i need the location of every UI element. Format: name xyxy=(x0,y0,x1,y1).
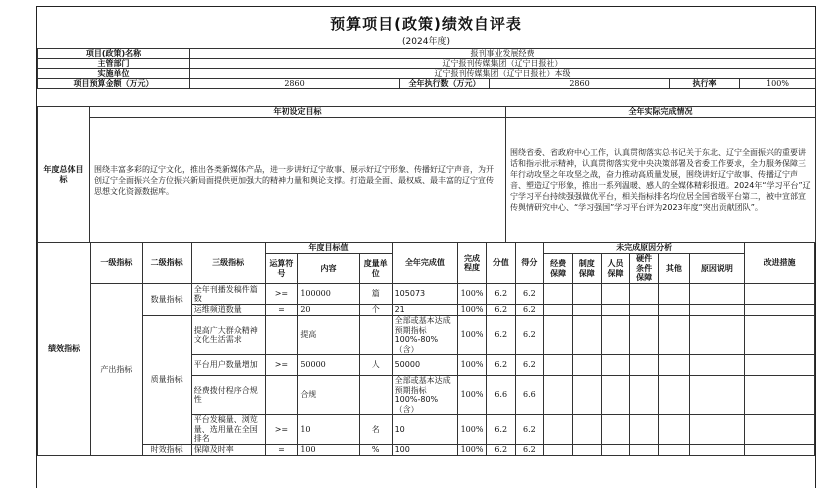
goals-actual-text: 围绕省委、省政府中心工作，认真贯彻落实总书记关于东北、辽宁全面振兴的重要讲话和指示批示精神，认真贯彻落实党中央决策部署及省委工作要求，全力服务保障三年行动攻坚之年攻坚之战，奋力推动高质量发展，围绕讲好辽宁故事、传播辽宁声音、塑造辽宁形象，推出一系列温暖、感人的全媒体精彩报道。2024年“学习平台”辽宁学习平台持续强强做优平台，相关指标排名均位居全国省级平台第二，被中宣部宣传舆情研究中心、“学习强国”学习平台评为2023年度“突出贡献团队”。 xyxy=(506,118,816,243)
annual-target-header: 年度目标值 xyxy=(265,243,392,254)
indicator-got: 6.2 xyxy=(515,355,544,376)
indicator-actual: 全部或基本达成预期指标100%-80%（含） xyxy=(392,376,458,415)
level1-output: 产出指标 xyxy=(91,284,142,456)
reason-system-header: 制度保障 xyxy=(572,254,601,284)
group-quality: 质量指标 xyxy=(142,316,191,445)
indicator-unit xyxy=(359,316,392,355)
indicator-unit: 篇 xyxy=(359,284,392,305)
indicator-name: 保障及时率 xyxy=(191,445,265,456)
indicator-unit: % xyxy=(359,445,392,456)
unit-header: 度量单位 xyxy=(359,254,392,284)
reason-note-header: 原因说明 xyxy=(689,254,744,284)
evaluation-sheet xyxy=(36,6,816,488)
goals-actual-header: 全年实际完成情况 xyxy=(506,107,816,118)
indicator-degree: 100% xyxy=(458,445,487,456)
unit-label: 实施单位 xyxy=(38,69,190,79)
reason-hardware-header: 硬件条件保障 xyxy=(630,254,659,284)
actual-header: 全年完成值 xyxy=(392,243,458,284)
budget-label: 项目预算金额（万元） xyxy=(38,79,190,89)
reason-other-header: 其他 xyxy=(659,254,690,284)
indicator-name: 平台用户数量增加 xyxy=(191,355,265,376)
indicator-degree: 100% xyxy=(458,376,487,415)
indicator-content: 20 xyxy=(298,305,359,316)
indicator-got: 6.2 xyxy=(515,284,544,305)
indicator-op xyxy=(265,376,298,415)
indicator-got: 6.2 xyxy=(515,316,544,355)
level3-header: 三级指标 xyxy=(191,243,265,284)
goals-set-text: 围绕丰富多彩的辽宁文化，推出各类新媒体产品，进一步讲好辽宁故事、展示好辽宁形象、传播好辽宁声音，为开创辽宁全面振兴全方位振兴新局面提供更加强大的精神力量和舆论支撑。打造最全面、最权威、最丰富的辽宁宣传思想文化资源数据库。 xyxy=(90,118,506,243)
indicator-content: 提高 xyxy=(298,316,359,355)
indicator-op: >= xyxy=(265,415,298,445)
perf-section-label: 绩效指标 xyxy=(38,243,91,456)
indicator-actual: 100 xyxy=(392,445,458,456)
indicator-unit: 名 xyxy=(359,415,392,445)
project-name-value: 报刊事业发展经费 xyxy=(190,49,816,59)
dept-label: 主管部门 xyxy=(38,59,190,69)
indicator-actual: 21 xyxy=(392,305,458,316)
indicator-name: 提高广大群众精神文化生活需求 xyxy=(191,316,265,355)
indicator-op: = xyxy=(265,445,298,456)
exec-label: 全年执行数（万元） xyxy=(400,79,490,89)
level1-header: 一级指标 xyxy=(91,243,142,284)
indicator-got: 6.2 xyxy=(515,445,544,456)
indicator-name: 经费拨付程序合规性 xyxy=(191,376,265,415)
indicator-content: 100 xyxy=(298,445,359,456)
indicator-unit: 人 xyxy=(359,355,392,376)
indicator-score: 6.2 xyxy=(486,415,515,445)
indicator-name: 全年刊播发稿件篇数 xyxy=(191,284,265,305)
page-title: 预算项目(政策)绩效自评表 xyxy=(330,15,522,33)
exec-value: 2860 xyxy=(490,79,670,89)
budget-value: 2860 xyxy=(190,79,400,89)
indicator-content: 10 xyxy=(298,415,359,445)
indicator-op: >= xyxy=(265,284,298,305)
indicator-op: = xyxy=(265,305,298,316)
indicator-degree: 100% xyxy=(458,316,487,355)
indicator-score: 6.2 xyxy=(486,316,515,355)
indicator-actual: 全部或基本达成预期指标100%-80%（含） xyxy=(392,316,458,355)
indicator-name: 运维频道数量 xyxy=(191,305,265,316)
dept-value: 辽宁报刊传媒集团（辽宁日报社） xyxy=(190,59,816,69)
degree-header: 完成程度 xyxy=(458,243,487,284)
perf-table xyxy=(37,242,815,456)
level2-header: 二级指标 xyxy=(142,243,191,284)
goals-row-label: 年度总体目标 xyxy=(38,107,90,243)
goals-set-header: 年初设定目标 xyxy=(90,107,506,118)
group-time: 时效指标 xyxy=(142,445,191,456)
indicator-actual: 50000 xyxy=(392,355,458,376)
indicator-content: 合规 xyxy=(298,376,359,415)
indicator-degree: 100% xyxy=(458,284,487,305)
table-row xyxy=(38,445,815,456)
content-header: 内容 xyxy=(298,254,359,284)
indicator-score: 6.2 xyxy=(486,284,515,305)
indicator-unit: 个 xyxy=(359,305,392,316)
indicator-actual: 10 xyxy=(392,415,458,445)
indicator-content: 50000 xyxy=(298,355,359,376)
indicator-actual: 105073 xyxy=(392,284,458,305)
indicator-got: 6.2 xyxy=(515,415,544,445)
operator-header: 运算符号 xyxy=(265,254,298,284)
group-quantity: 数量指标 xyxy=(142,284,191,316)
reason-staff-header: 人员保障 xyxy=(601,254,630,284)
rate-label: 执行率 xyxy=(670,79,740,89)
indicator-score: 6.2 xyxy=(486,445,515,456)
unit-value: 辽宁报刊传媒集团（辽宁日报社）本级 xyxy=(190,69,816,79)
indicator-score: 6.6 xyxy=(486,376,515,415)
measures-header: 改进措施 xyxy=(745,243,815,284)
indicator-degree: 100% xyxy=(458,355,487,376)
score-header: 分值 xyxy=(486,243,515,284)
got-header: 得分 xyxy=(515,243,544,284)
indicator-op xyxy=(265,316,298,355)
project-name-label: 项目(政策)名称 xyxy=(38,49,190,59)
indicator-got: 6.6 xyxy=(515,376,544,415)
indicator-degree: 100% xyxy=(458,305,487,316)
table-row xyxy=(38,284,815,305)
rate-value: 100% xyxy=(740,79,816,89)
reasons-header: 未完成原因分析 xyxy=(544,243,745,254)
indicator-score: 6.2 xyxy=(486,355,515,376)
indicator-op: >= xyxy=(265,355,298,376)
indicator-unit xyxy=(359,376,392,415)
indicator-degree: 100% xyxy=(458,415,487,445)
table-row xyxy=(38,316,815,355)
page-subtitle: (2024年度) xyxy=(402,37,450,47)
reason-funding-header: 经费保障 xyxy=(544,254,573,284)
info-table xyxy=(37,48,816,89)
indicator-content: 100000 xyxy=(298,284,359,305)
indicator-score: 6.2 xyxy=(486,305,515,316)
goals-table xyxy=(37,106,816,243)
indicator-got: 6.2 xyxy=(515,305,544,316)
indicator-name: 平台发稿量、浏览量、选用量在全国排名 xyxy=(191,415,265,445)
